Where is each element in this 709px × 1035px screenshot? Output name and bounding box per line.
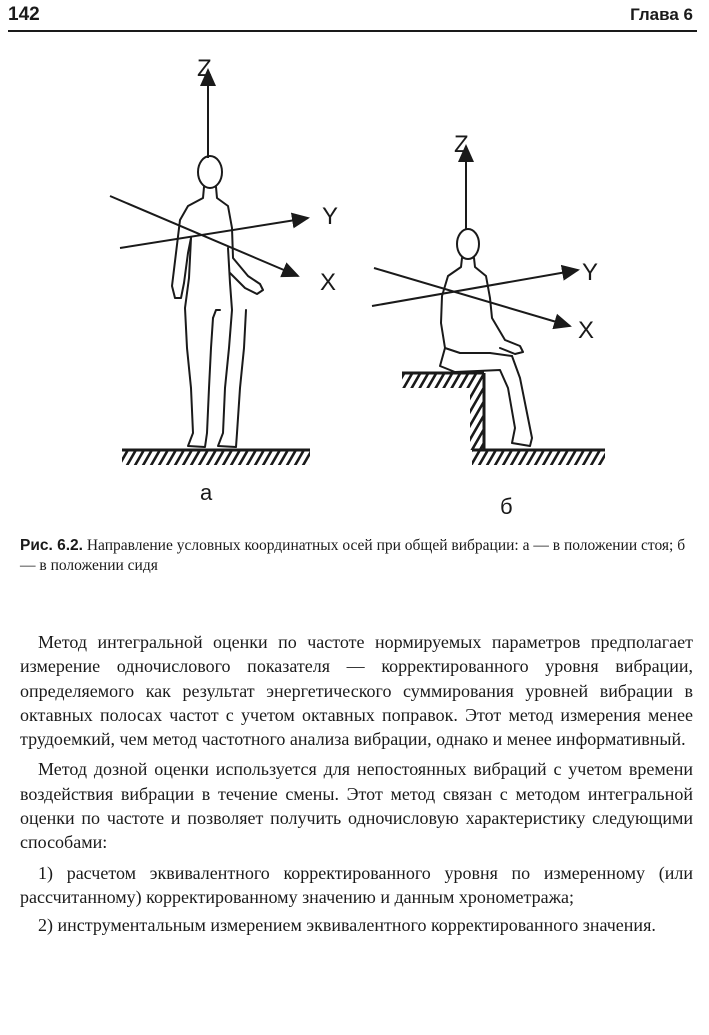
- paragraph-dose-method: Метод дозной оценки используется для непостоянных вибраций с учетом времени воздействия вибрации в течение смены. Этот метод связан с методом интегральной оценки по частоте и позволяет получить одночисловую характеристику следующими способами:: [20, 759, 693, 853]
- seat-front-hatch: [470, 388, 484, 450]
- ground-hatch-b: [472, 451, 605, 465]
- list-item-2: 2) инструментальным измерением эквивалентного корректированного значения.: [38, 915, 656, 936]
- list-item-1: 1) расчетом эквивалентного корректированного уровня по измеренному (или рассчитанному) корректированному значению и данным хронометража;: [20, 862, 693, 907]
- standing-figure: [110, 55, 338, 505]
- paragraph-integral-method: Метод интегральной оценки по частоте нормируемых параметров предполагает измерение одночислового показателя — корректированного уровня вибрации, определяемого как результат энергетического суммирования уровней вибрации в октавных полосах частот с учетом октавных поправок. Этот метод измерения менее трудоемкий, чем метод частотного анализа вибрации, однако и менее информативный.: [20, 632, 693, 750]
- figure-coordinate-axes: [60, 48, 660, 518]
- axis-z-label-a: Z: [197, 55, 212, 82]
- body-text: [20, 630, 693, 942]
- standing-person: [172, 156, 263, 447]
- page-number: 142: [8, 4, 40, 25]
- seated-person: [440, 229, 532, 446]
- axis-y-label-a: Y: [322, 203, 339, 230]
- axis-y-arrow-a: [120, 218, 308, 248]
- axis-y-label-b: Y: [582, 259, 599, 286]
- axis-x-label-a: X: [320, 269, 337, 296]
- caption-label: Рис. 6.2.: [20, 537, 83, 554]
- panel-label-b: б: [500, 494, 513, 518]
- panel-label-a: а: [200, 480, 213, 505]
- figure-caption: [20, 536, 693, 576]
- axis-x-label-b: X: [578, 317, 595, 344]
- axis-x-arrow-a: [110, 196, 298, 276]
- seated-figure: [372, 131, 605, 518]
- axis-z-label-b: Z: [454, 131, 469, 158]
- ground-hatch-a: [122, 451, 310, 465]
- chapter-label: Глава 6: [630, 5, 693, 24]
- page-header: [8, 0, 697, 32]
- caption-text: Направление условных координатных осей при общей вибрации: а — в положении стоя; б — в положении сидя: [20, 537, 686, 574]
- figure-illustration: [60, 48, 660, 518]
- axis-y-arrow-b: [372, 270, 578, 306]
- seat-hatch: [402, 374, 484, 388]
